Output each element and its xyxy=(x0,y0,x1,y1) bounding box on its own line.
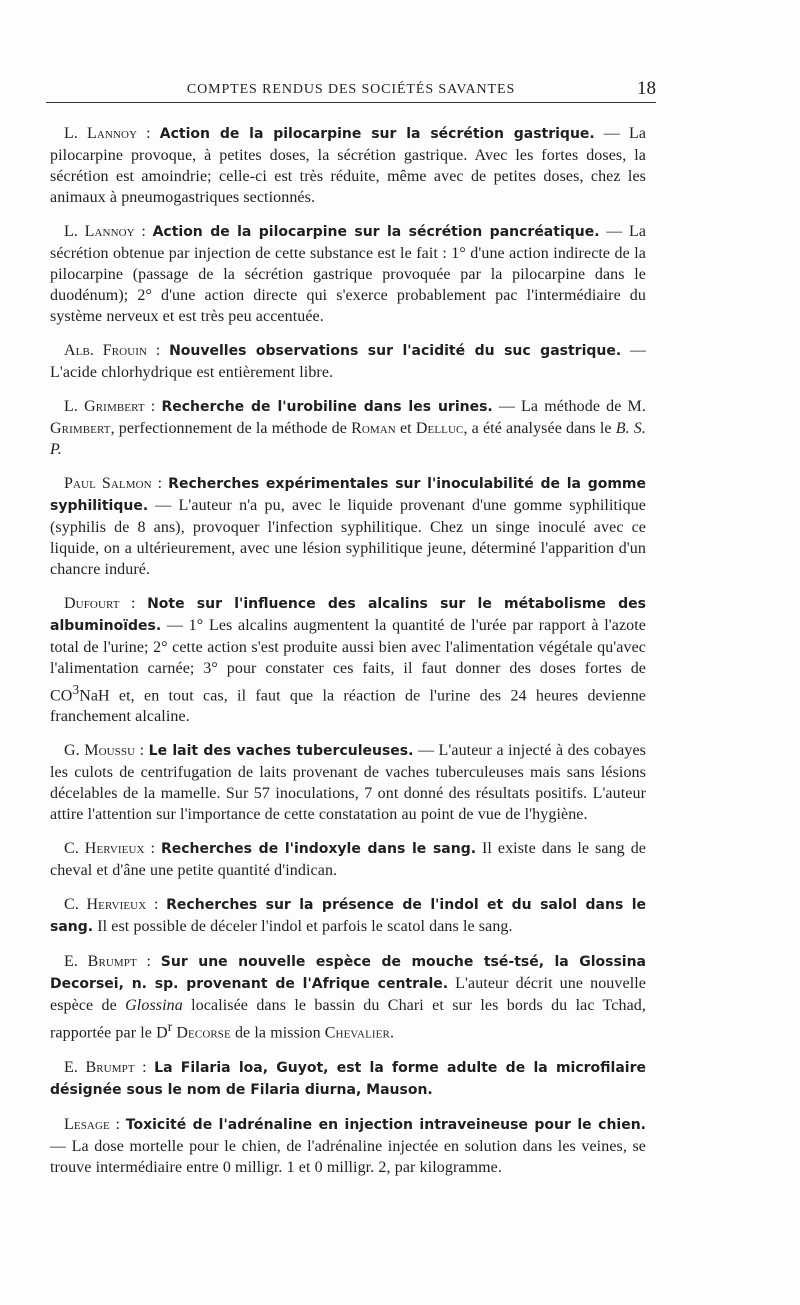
entry-body: Il existe dans le sang de cheval et d'âne une petite quantité d'indican. xyxy=(50,840,646,880)
page-number: 18 xyxy=(637,78,656,99)
entry-separator: : xyxy=(134,223,153,240)
entry-moussu xyxy=(50,740,646,825)
entry-lannoy-gastrique xyxy=(50,123,646,208)
entry-title: Le lait des vaches tuberculeuses. xyxy=(148,743,414,760)
entry-body: Il est possible de déceler l'indol et parfois le scatol dans le sang. xyxy=(93,918,513,936)
entry-separator: : xyxy=(144,398,162,415)
journal-abbrev: B. S. P. xyxy=(50,420,647,458)
entry-body: — L'acide chlorhydrique est entièrement libre. xyxy=(50,342,647,381)
entry-separator: : xyxy=(134,1058,155,1076)
entry-author: L. Grimbert xyxy=(64,398,145,415)
entry-author: Lesage xyxy=(64,1115,110,1133)
entry-title: Nouvelles observations sur l'acidité du suc gastrique. xyxy=(169,343,622,359)
entry-title: Action de la pilocarpine sur la sécrétion gastrique. xyxy=(159,126,595,142)
entry-author: Dufourt xyxy=(64,595,120,612)
entry-title: Sur une nouvelle espèce de mouche tsé-tsé, la Glossina Decorsei, n. sp. provenant de l'Afrique centrale. xyxy=(50,954,647,993)
entry-separator: : xyxy=(109,1115,126,1133)
entry-hervieux-indoxyle xyxy=(50,838,646,881)
entry-separator: : xyxy=(144,840,161,858)
entry-title: Recherches expérimentales sur l'inoculabilité de la gomme syphilitique. xyxy=(50,476,647,514)
entry-hervieux-indol xyxy=(50,894,646,938)
entry-body: — 1° Les alcalins augmentent la quantité de l'urée par rapport à l'azote total de l'urine; 2° cette action s'est produite aussi bien avec l'alimentation végétale qu'avec l'alimentation carnée; 3° pour constater ces faits, il faut donner des doses fortes de CO xyxy=(50,617,646,705)
entry-body: de la mission xyxy=(230,1024,325,1042)
entry-dufourt xyxy=(50,593,646,727)
entry-title: La Filaria loa, Guyot, est la forme adulte de la microfilaire désignée sous le nom de Filaria diurna, Mauson. xyxy=(50,1059,646,1098)
entry-lannoy-pancreatique xyxy=(50,221,646,327)
entry-author: L. Lannoy xyxy=(64,125,138,142)
entry-body: localisée dans le bassin du Chari et sur les bords du lac Tchad, rapportée par le D xyxy=(50,997,646,1042)
entry-title: Toxicité de l'adrénaline en injection intraveineuse pour le chien. xyxy=(125,1116,646,1133)
running-header xyxy=(46,80,656,103)
entry-brumpt-filaria xyxy=(50,1057,646,1101)
entry-body: — La pilocarpine provoque, à petites doses, la sécrétion gastrique. Avec les fortes doses, la sécrétion est amoindrie; celle-ci est très réduite, même avec de petites doses, chez les animaux à pneumogastriques sectionnés. xyxy=(50,125,647,206)
entry-author: L. Lannoy xyxy=(64,223,135,240)
entry-body: — La méthode de M. xyxy=(492,398,646,415)
entry-author: C. Hervieux xyxy=(64,896,147,914)
entry-title: Recherches sur la présence de l'indol et du salol dans le sang. xyxy=(50,897,647,936)
entry-author: C. Hervieux xyxy=(64,840,145,858)
entry-grimbert xyxy=(50,396,646,460)
entry-body: — L'auteur n'a pu, avec le liquide provenant d'une gomme syphilitique (syphilis de 8 ans), provoquer l'infection syphilitique. Chez un singe inoculé avec ce liquide, on a ultérieurement, avec une lésion syphilitique jeune, déterminé l'apparition d'un chancre induré. xyxy=(50,497,646,578)
entry-salmon xyxy=(50,473,646,580)
entry-frouin xyxy=(50,340,646,383)
entry-body: — L'auteur a injecté à des cobayes les culots de centrifugation de laits provenant de vaches tuberculeuses mais sans lésions décelables de la mamelle. Sur 57 inoculations, 7 ont donné des résultats positifs. L'auteur attire l'attention sur l'importance de cette constatation au point de vue de l'hygiène. xyxy=(50,742,646,824)
superscript: 3 xyxy=(72,682,80,697)
entry-body: et xyxy=(395,420,416,437)
entry-author: E. Brumpt xyxy=(64,1058,135,1076)
entry-separator: : xyxy=(137,125,160,142)
cited-name: Chevalier xyxy=(324,1024,390,1042)
cited-name: Delluc xyxy=(415,420,464,437)
entry-title: Recherche de l'urobiline dans les urines. xyxy=(161,399,493,415)
entry-body: L'auteur décrit une nouvelle espèce de xyxy=(50,975,646,1015)
entry-author: Alb. Frouin xyxy=(64,342,148,359)
entry-body: . xyxy=(389,1024,395,1042)
entry-body: NaH et, en tout cas, il faut que la réaction de l'urine des 24 heures devienne franchement alcaline. xyxy=(50,687,646,726)
entry-title: Note sur l'influence des alcalins sur le métabolisme des albuminoïdes. xyxy=(50,596,646,634)
entry-separator: : xyxy=(146,896,167,914)
entry-separator: : xyxy=(135,742,149,760)
entry-author: E. Brumpt xyxy=(64,953,137,971)
entry-title: Action de la pilocarpine sur la sécrétion pancréatique. xyxy=(152,224,600,240)
entry-separator: : xyxy=(136,953,161,971)
entry-brumpt-glossina xyxy=(50,951,646,1043)
cited-name: Decorse xyxy=(176,1024,231,1042)
entry-separator: : xyxy=(151,475,169,492)
entry-body: — La sécrétion obtenue par injection de cette substance est le fait : 1° d'une action indirecte de la pilocarpine (passage de la sécrétion gastrique provoquée par la pilocarpine dans le duodénum); 2° d'une action directe qui s'exerce probablement pac l'intermédiaire du système nerveux et est très peu accentuée. xyxy=(50,223,647,325)
entry-title: Recherches de l'indoxyle dans le sang. xyxy=(160,841,477,858)
cited-name: Grimbert xyxy=(50,420,111,437)
entry-body: — La dose mortelle pour le chien, de l'adrénaline injectée en solution dans les veines, se trouve intermédiaire entre 0 milligr. 1 et 0 milligr. 2, par kilogramme. xyxy=(50,1137,646,1176)
species-name: Glossina xyxy=(125,997,183,1015)
running-title: COMPTES RENDUS DES SOCIÉTÉS SAVANTES xyxy=(186,82,516,97)
entry-separator: : xyxy=(119,595,148,612)
entry-author: G. Moussu xyxy=(64,742,136,760)
entry-separator: : xyxy=(147,342,170,359)
entry-lesage xyxy=(50,1114,646,1178)
entry-author: Paul Salmon xyxy=(64,475,152,492)
entry-body: , perfectionnement de la méthode de xyxy=(110,420,352,437)
abstracts-list xyxy=(50,123,646,1191)
cited-name: Roman xyxy=(351,420,396,437)
entry-body: , a été analysée dans le xyxy=(463,420,616,437)
superscript: r xyxy=(167,1019,173,1035)
